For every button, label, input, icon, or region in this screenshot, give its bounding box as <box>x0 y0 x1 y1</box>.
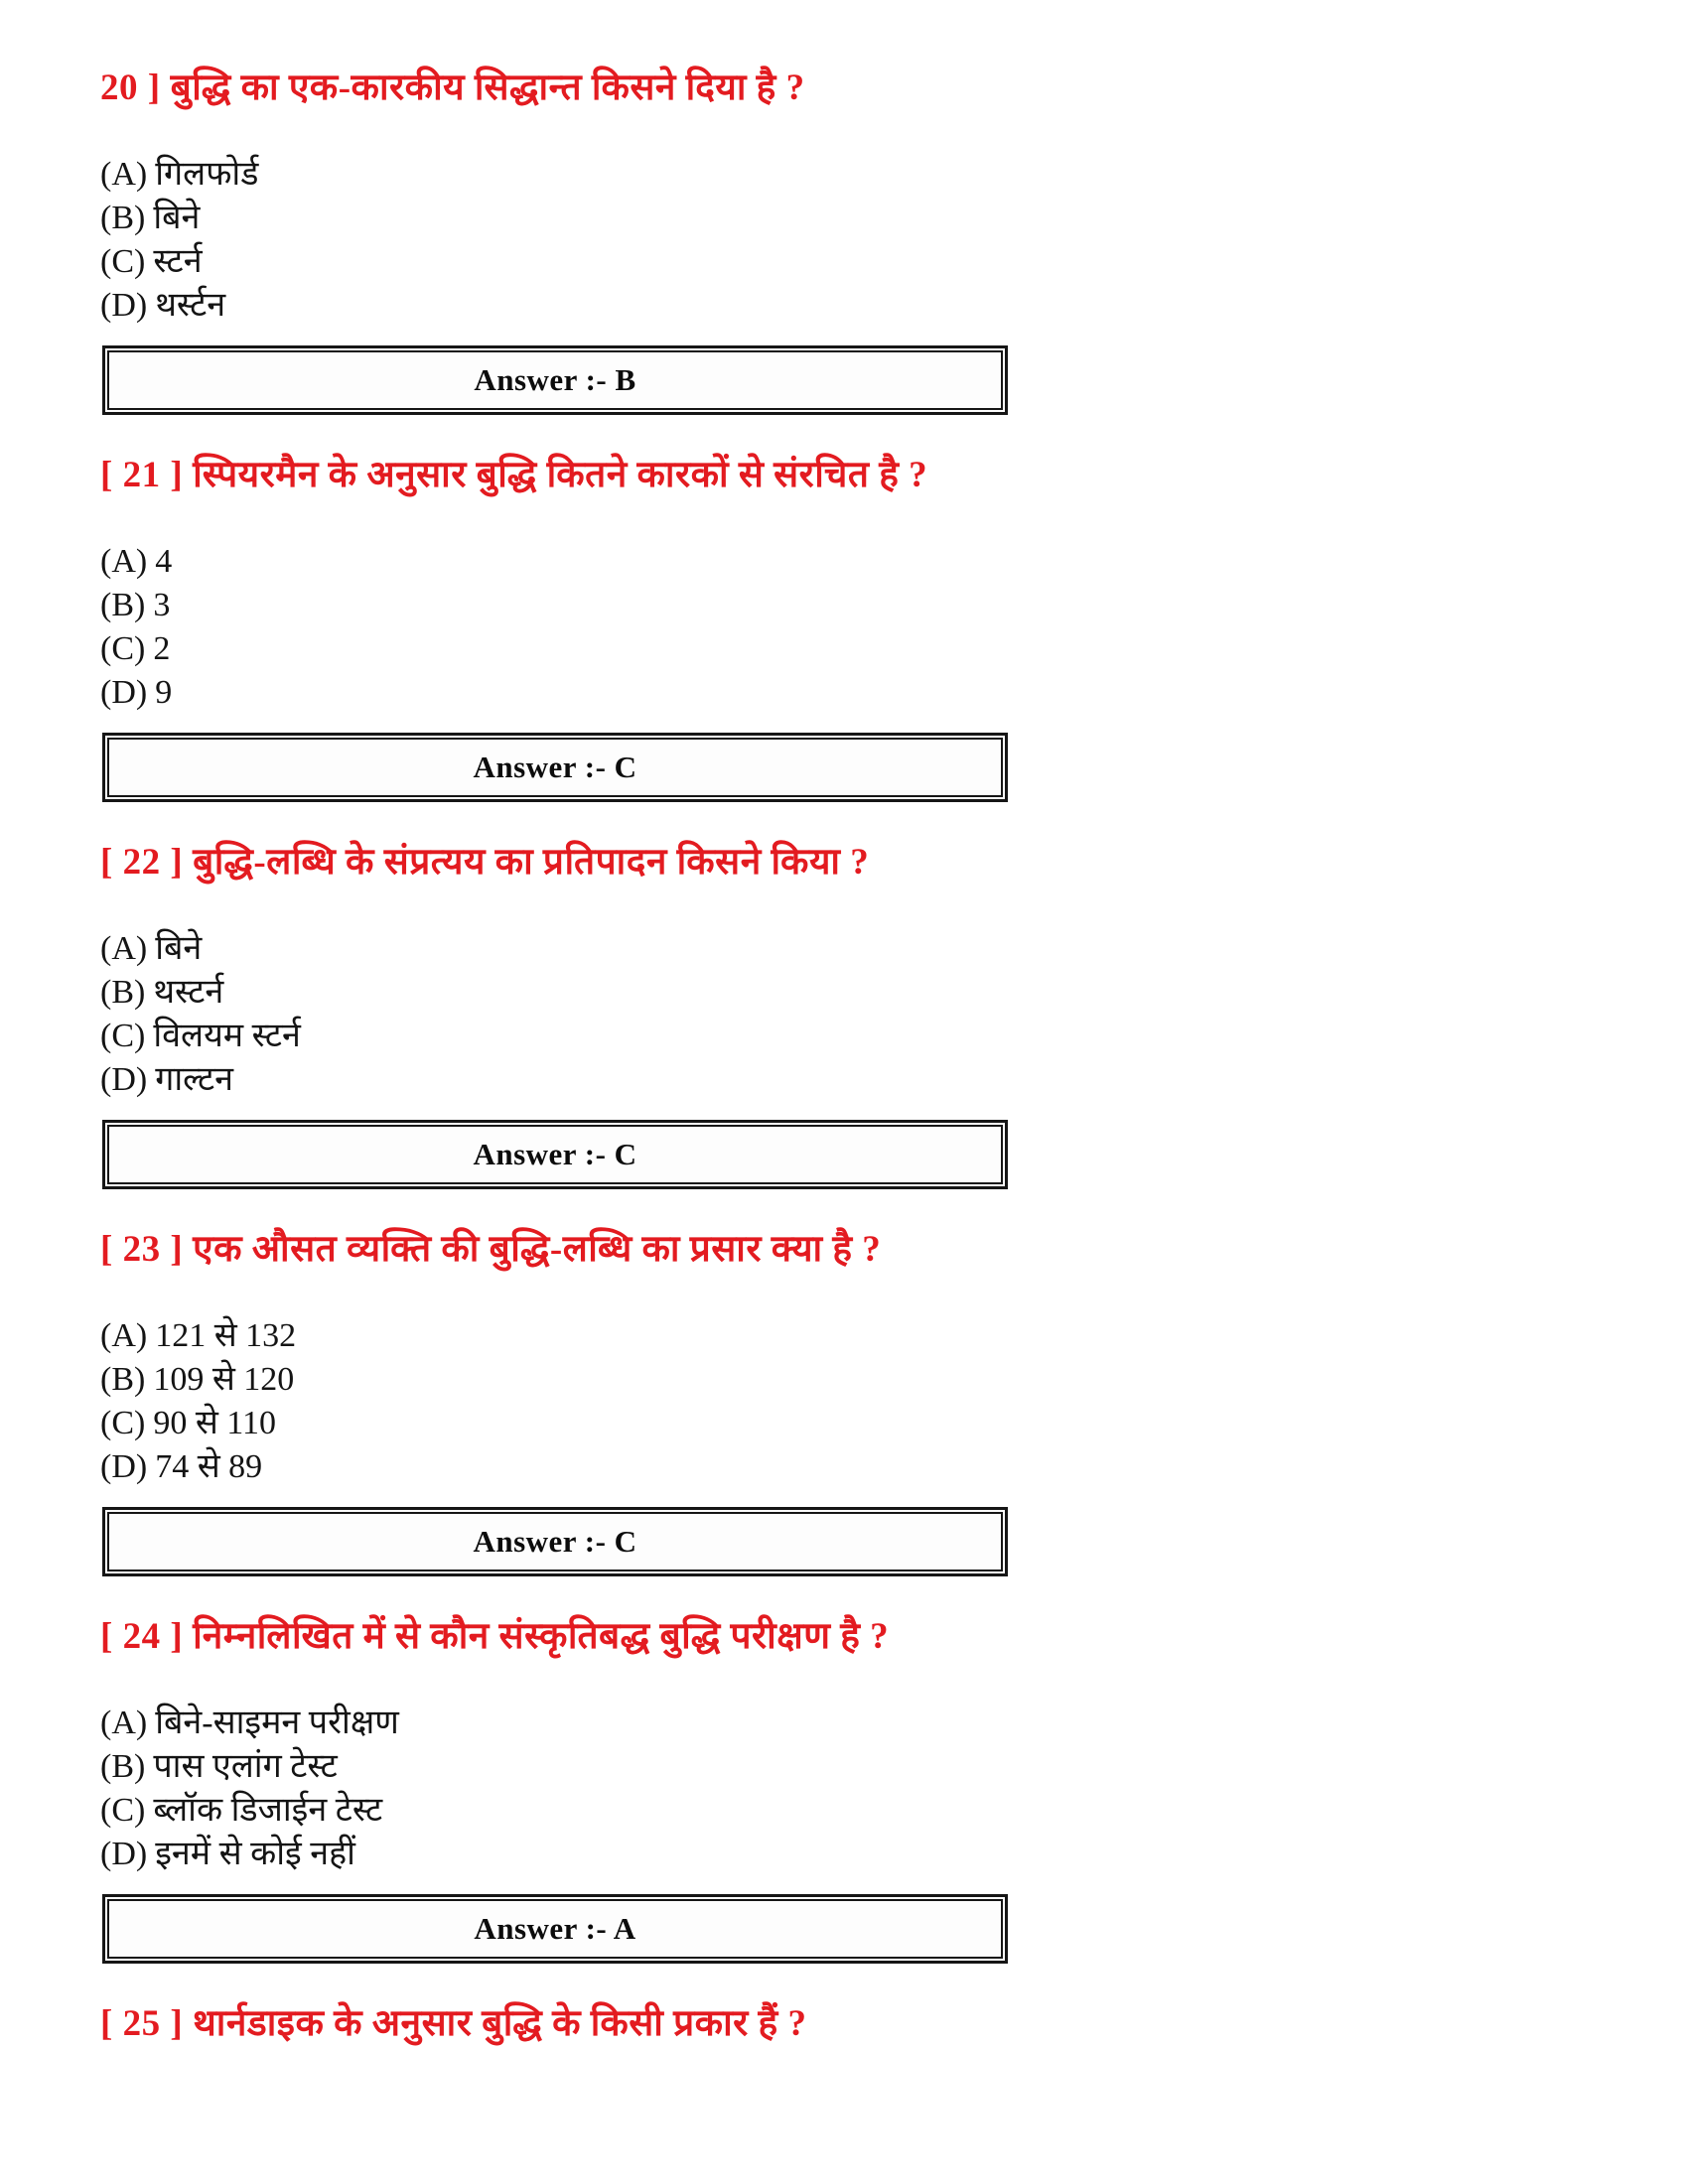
option-text: गाल्टन <box>155 1061 233 1098</box>
option-text: 9 <box>155 674 173 711</box>
question-number: [ 23 ] <box>100 1229 184 1270</box>
answer-box <box>102 1507 1008 1576</box>
question-number: [ 22 ] <box>100 842 184 883</box>
option-row <box>100 1745 1628 1789</box>
option-text: थस्टर्न <box>153 974 224 1011</box>
option-text: इनमें से कोई नहीं <box>155 1836 355 1872</box>
option-row <box>100 584 1628 627</box>
option-text: 4 <box>155 543 173 580</box>
option-text: बिने <box>153 200 201 236</box>
answer-box-inner <box>107 350 1003 410</box>
option-row <box>100 1314 1628 1358</box>
option-text: पास एलांग टेस्ट <box>153 1748 338 1785</box>
option-key: (C) <box>100 630 146 667</box>
option-key: (C) <box>100 1792 146 1829</box>
option-key: (A) <box>100 1317 148 1354</box>
question-text: स्पियरमैन के अनुसार बुद्धि कितने कारकों से संरचित है ? <box>193 455 928 495</box>
question-title <box>100 1999 1628 2049</box>
answer-box-inner <box>107 1125 1003 1184</box>
question-number: [ 25 ] <box>100 2003 184 2044</box>
option-row <box>100 540 1628 584</box>
question-number: [ 21 ] <box>100 455 184 495</box>
option-key: (C) <box>100 1018 146 1054</box>
answer-box <box>102 733 1008 802</box>
question-text: बुद्धि का एक-कारकीय सिद्धान्त किसने दिया है ? <box>170 68 805 108</box>
option-text: 74 से 89 <box>155 1448 263 1485</box>
question-title <box>100 1225 1628 1275</box>
answer-box <box>102 345 1008 415</box>
option-key: (A) <box>100 156 148 193</box>
question-text: निम्नलिखित में से कौन संस्कृतिबद्ध बुद्धि परीक्षण है ? <box>193 1616 890 1657</box>
option-text: गिलफोर्ड <box>155 156 259 193</box>
answer-text: Answer :- B <box>474 362 636 397</box>
option-key: (B) <box>100 587 146 623</box>
question-block <box>100 451 1628 802</box>
option-row <box>100 284 1628 328</box>
option-key: (B) <box>100 1361 146 1398</box>
option-row <box>100 1445 1628 1489</box>
question-text: थार्नडाइक के अनुसार बुद्धि के किसी प्रकार हैं ? <box>193 2003 807 2044</box>
option-key: (D) <box>100 287 148 324</box>
question-title <box>100 838 1628 887</box>
question-block <box>100 64 1628 415</box>
option-key: (A) <box>100 930 148 967</box>
option-key: (A) <box>100 1705 148 1741</box>
option-key: (B) <box>100 200 146 236</box>
question-block <box>100 1999 1628 2049</box>
option-text: विलयम स्टर्न <box>153 1018 301 1054</box>
option-key: (B) <box>100 1748 146 1785</box>
option-text: 121 से 132 <box>155 1317 297 1354</box>
question-block <box>100 838 1628 1189</box>
answer-text: Answer :- C <box>473 750 637 784</box>
answer-box-inner <box>107 1899 1003 1959</box>
option-text: बिने <box>155 930 203 967</box>
question-number: [ 24 ] <box>100 1616 184 1657</box>
answer-box <box>102 1120 1008 1189</box>
option-row <box>100 1015 1628 1058</box>
option-row <box>100 240 1628 284</box>
option-row <box>100 1358 1628 1402</box>
options-list <box>100 1702 1628 1876</box>
options-list <box>100 153 1628 328</box>
option-row <box>100 197 1628 240</box>
question-block <box>100 1225 1628 1576</box>
option-row <box>100 153 1628 197</box>
option-key: (C) <box>100 1405 146 1441</box>
option-key: (D) <box>100 674 148 711</box>
option-row <box>100 1789 1628 1833</box>
question-title <box>100 1612 1628 1662</box>
option-key: (D) <box>100 1448 148 1485</box>
options-list <box>100 927 1628 1102</box>
option-key: (C) <box>100 243 146 280</box>
option-text: 3 <box>153 587 171 623</box>
answer-box-inner <box>107 1512 1003 1571</box>
option-row <box>100 1833 1628 1876</box>
option-row <box>100 627 1628 671</box>
options-list <box>100 1314 1628 1489</box>
question-text: एक औसत व्यक्ति की बुद्धि-लब्धि का प्रसार क्या है ? <box>193 1229 882 1270</box>
option-text: 109 से 120 <box>153 1361 295 1398</box>
option-key: (D) <box>100 1836 148 1872</box>
question-number: 20 ] <box>100 68 161 108</box>
option-text: 2 <box>153 630 171 667</box>
option-text: स्टर्न <box>153 243 203 280</box>
answer-text: Answer :- A <box>474 1911 636 1946</box>
option-row <box>100 971 1628 1015</box>
option-text: ब्लॉक डिजाईन टेस्ट <box>153 1792 383 1829</box>
option-text: थर्स्टन <box>155 287 226 324</box>
option-row <box>100 1058 1628 1102</box>
option-key: (B) <box>100 974 146 1011</box>
option-row <box>100 1702 1628 1745</box>
option-text: बिने-साइमन परीक्षण <box>155 1705 399 1741</box>
question-title <box>100 64 1628 113</box>
question-text: बुद्धि-लब्धि के संप्रत्यय का प्रतिपादन किसने किया ? <box>193 842 870 883</box>
answer-box-inner <box>107 738 1003 797</box>
answer-text: Answer :- C <box>473 1137 637 1171</box>
option-key: (A) <box>100 543 148 580</box>
options-list <box>100 540 1628 715</box>
option-row <box>100 1402 1628 1445</box>
option-key: (D) <box>100 1061 148 1098</box>
option-row <box>100 671 1628 715</box>
answer-text: Answer :- C <box>473 1524 637 1559</box>
option-text: 90 से 110 <box>153 1405 277 1441</box>
answer-box <box>102 1894 1008 1964</box>
question-title <box>100 451 1628 500</box>
option-row <box>100 927 1628 971</box>
question-block <box>100 1612 1628 1964</box>
